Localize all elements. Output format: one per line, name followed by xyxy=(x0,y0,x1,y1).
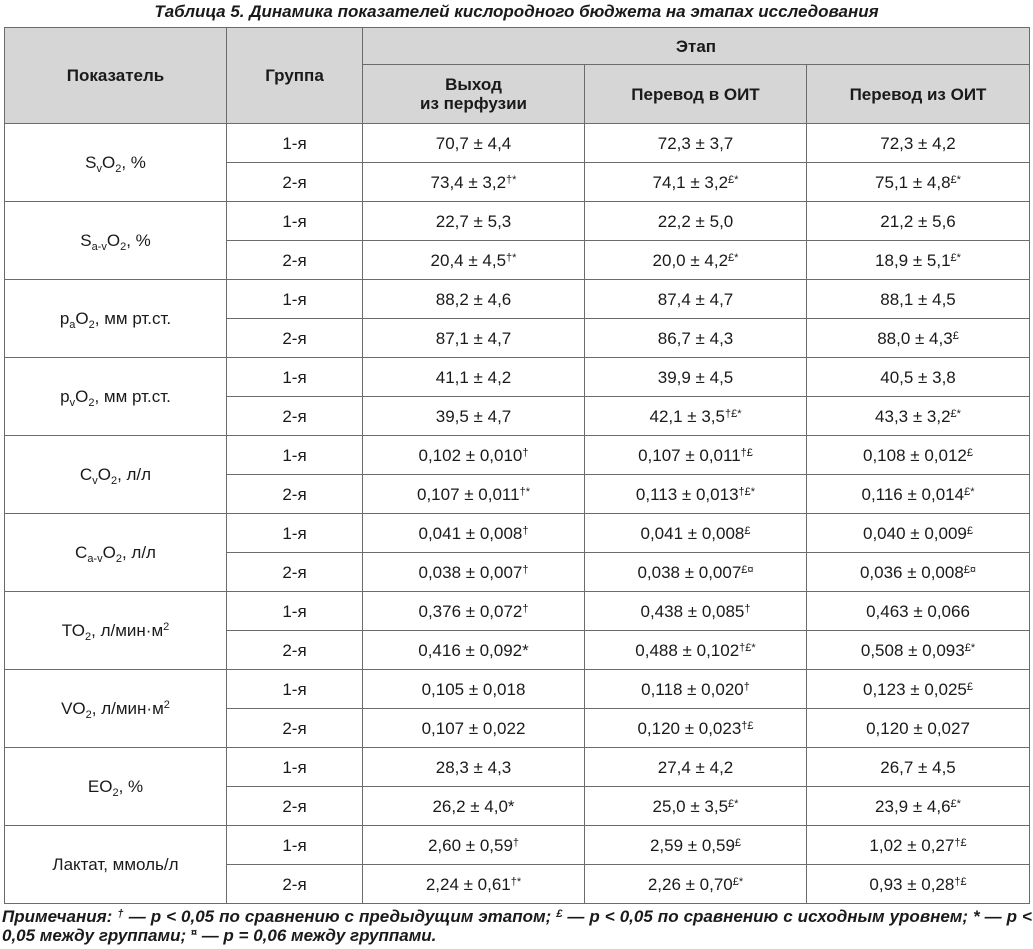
value-cell xyxy=(363,709,585,748)
group-cell: 2-я xyxy=(227,241,363,280)
significance-mark: †£ xyxy=(740,446,753,459)
value-cell xyxy=(807,748,1030,787)
value-text: 26,2 ± 4,0* xyxy=(432,796,515,816)
value-text: 0,120 ± 0,027 xyxy=(866,718,970,738)
value-text: 0,463 ± 0,066 xyxy=(866,601,970,621)
table-row xyxy=(5,514,1030,553)
value-cell xyxy=(585,319,807,358)
value-text: 0,107 ± 0,011 xyxy=(416,484,520,504)
value-cell xyxy=(585,670,807,709)
note-1-text: — p < 0,05 по сравнению с предыдущим этапом; xyxy=(123,907,557,926)
oxygen-budget-table xyxy=(4,27,1030,904)
value-cell xyxy=(807,319,1030,358)
value-text: 0,118 ± 0,020 xyxy=(641,679,744,699)
group-cell: 1-я xyxy=(227,436,363,475)
indicator-sub2: 2 xyxy=(120,241,127,253)
value-text: 39,9 ± 4,5 xyxy=(657,367,734,387)
indicator-cell xyxy=(5,358,227,436)
value-cell xyxy=(363,436,585,475)
value-cell xyxy=(585,397,807,436)
table-row xyxy=(5,124,1030,163)
value-text: 88,1 ± 4,5 xyxy=(880,289,956,309)
indicator-sub: v xyxy=(69,397,76,409)
indicator-main: C xyxy=(79,465,93,484)
group-cell: 1-я xyxy=(227,826,363,865)
value-text: 0,93 ± 0,28 xyxy=(869,874,955,894)
value-cell xyxy=(363,202,585,241)
indicator-sub: a-v xyxy=(87,553,103,565)
value-text: 23,9 ± 4,6 xyxy=(875,796,951,816)
note-3 xyxy=(191,926,437,945)
value-text: 20,0 ± 4,2 xyxy=(652,250,729,270)
notes-label: Примечания: xyxy=(2,907,113,926)
significance-mark: †* xyxy=(506,173,517,186)
indicator-cell xyxy=(5,202,227,280)
indicator-main: p xyxy=(60,387,70,406)
significance-mark: £* xyxy=(950,251,961,264)
value-text: 73,4 ± 3,2 xyxy=(430,172,507,192)
significance-mark: †* xyxy=(506,251,517,264)
value-cell xyxy=(585,709,807,748)
indicator-tail: , мм рт.ст. xyxy=(94,309,172,328)
value-text: 74,1 ± 3,2 xyxy=(652,172,729,192)
value-cell xyxy=(807,670,1030,709)
significance-mark: £¤ xyxy=(741,563,754,576)
value-text: 42,1 ± 3,5 xyxy=(649,406,725,426)
value-text: 87,4 ± 4,7 xyxy=(657,289,734,309)
indicator-tail: , мм рт.ст. xyxy=(94,387,171,406)
significance-mark: £* xyxy=(964,485,975,498)
value-text: 88,2 ± 4,6 xyxy=(435,289,512,309)
value-text: 41,1 ± 4,2 xyxy=(435,367,512,387)
value-text: 0,038 ± 0,007 xyxy=(637,562,742,582)
indicator-main: EO xyxy=(87,777,113,796)
value-cell xyxy=(807,592,1030,631)
value-text: 0,113 ± 0,013 xyxy=(635,484,739,504)
indicator-sub: v xyxy=(96,163,102,175)
value-cell xyxy=(585,358,807,397)
indicator-mid: O xyxy=(97,465,111,484)
indicator-tail: , л/мин·м xyxy=(91,621,164,640)
indicator-cell xyxy=(5,670,227,748)
value-cell xyxy=(363,826,585,865)
value-text: 28,3 ± 4,3 xyxy=(435,757,512,777)
header-indicator: Показатель xyxy=(5,28,227,124)
table-caption: Таблица 5. Динамика показателей кислородного бюджета на этапах исследования xyxy=(154,2,879,21)
indicator-tail: , л/л xyxy=(121,543,156,562)
indicator-mid: O xyxy=(102,543,116,562)
value-cell xyxy=(807,202,1030,241)
value-text: 0,107 ± 0,022 xyxy=(421,718,526,738)
significance-mark: £¤ xyxy=(963,563,977,576)
value-cell xyxy=(363,553,585,592)
value-text: 70,7 ± 4,4 xyxy=(435,133,512,153)
table-row xyxy=(5,358,1030,397)
value-cell xyxy=(585,280,807,319)
value-cell xyxy=(363,592,585,631)
value-cell xyxy=(585,124,807,163)
value-text: 0,036 ± 0,008 xyxy=(859,562,964,582)
value-cell xyxy=(363,241,585,280)
group-cell: 2-я xyxy=(227,631,363,670)
indicator-cell xyxy=(5,592,227,670)
table-row xyxy=(5,592,1030,631)
group-cell: 1-я xyxy=(227,202,363,241)
group-cell: 1-я xyxy=(227,358,363,397)
value-cell xyxy=(807,709,1030,748)
indicator-sub: a xyxy=(69,319,76,331)
value-text: 0,107 ± 0,011 xyxy=(638,445,741,465)
significance-mark: £* xyxy=(950,173,961,186)
significance-mark: £ xyxy=(744,524,751,537)
indicator-mid: O xyxy=(75,309,89,328)
value-text: 0,038 ± 0,007 xyxy=(418,562,523,582)
significance-mark: £* xyxy=(950,797,961,810)
indicator-main: C xyxy=(75,543,88,562)
value-text: 25,0 ± 3,5 xyxy=(652,796,729,816)
value-cell xyxy=(585,748,807,787)
value-text: 0,120 ± 0,023 xyxy=(637,718,742,738)
significance-mark: £ xyxy=(966,680,973,693)
group-cell: 1-я xyxy=(227,592,363,631)
value-text: 22,7 ± 5,3 xyxy=(435,211,512,231)
value-text: 27,4 ± 4,2 xyxy=(657,757,734,777)
value-text: 0,040 ± 0,009 xyxy=(863,523,967,543)
value-text: 88,0 ± 4,3 xyxy=(877,328,953,348)
indicator-tail: , % xyxy=(126,231,151,250)
indicator-cell xyxy=(5,748,227,826)
value-cell xyxy=(363,748,585,787)
value-cell xyxy=(807,280,1030,319)
value-cell xyxy=(363,475,585,514)
significance-mark: £* xyxy=(950,407,961,420)
significance-mark: £* xyxy=(732,875,744,888)
value-text: 0,416 ± 0,092* xyxy=(418,640,529,660)
indicator-mid: O xyxy=(106,231,121,250)
value-text: 0,123 ± 0,025 xyxy=(863,679,967,699)
table-row xyxy=(5,670,1030,709)
value-cell xyxy=(807,436,1030,475)
value-cell xyxy=(363,865,585,904)
value-text: 75,1 ± 4,8 xyxy=(875,172,951,192)
value-cell xyxy=(585,826,807,865)
indicator-sub2: 2 xyxy=(110,475,118,487)
value-cell xyxy=(807,475,1030,514)
value-cell xyxy=(585,631,807,670)
value-cell xyxy=(363,358,585,397)
significance-mark: † xyxy=(522,446,529,459)
indicator-main: S xyxy=(80,231,92,250)
indicator-mid: O xyxy=(101,153,116,172)
significance-mark: †* xyxy=(510,875,522,888)
value-cell xyxy=(585,787,807,826)
header-stage-perfusion-exit xyxy=(363,65,585,124)
indicator-main: VO xyxy=(61,699,86,718)
value-text: 72,3 ± 4,2 xyxy=(880,133,956,153)
value-cell xyxy=(363,397,585,436)
value-cell xyxy=(807,553,1030,592)
significance-mark: †£ xyxy=(954,836,967,849)
value-text: 21,2 ± 5,6 xyxy=(880,211,956,231)
indicator-sub: 2 xyxy=(85,631,92,643)
note-1-mark: † xyxy=(117,908,124,920)
note-3-text: — p = 0,06 между группами. xyxy=(196,926,437,945)
value-cell xyxy=(363,280,585,319)
significance-mark: £ xyxy=(966,446,973,459)
header-stage-icu-transfer: Перевод в ОИТ xyxy=(585,65,807,124)
header-group: Группа xyxy=(227,28,363,124)
significance-mark: †* xyxy=(519,485,530,498)
indicator-mid: O xyxy=(75,387,89,406)
value-cell xyxy=(363,670,585,709)
value-cell xyxy=(585,241,807,280)
group-cell: 1-я xyxy=(227,280,363,319)
significance-mark: † xyxy=(743,680,750,693)
significance-mark: £ xyxy=(966,524,973,537)
value-text: 1,02 ± 0,27 xyxy=(869,835,955,855)
value-text: 2,26 ± 0,70 xyxy=(647,874,733,894)
table-body xyxy=(5,124,1030,904)
indicator-main: p xyxy=(59,309,70,328)
value-text: 0,438 ± 0,085 xyxy=(640,601,745,621)
value-text: 0,376 ± 0,072 xyxy=(418,601,523,621)
value-text: 22,2 ± 5,0 xyxy=(657,211,734,231)
group-cell: 2-я xyxy=(227,475,363,514)
indicator-sup: 2 xyxy=(163,621,170,633)
significance-mark: † xyxy=(512,836,520,849)
note-2-mark: £ xyxy=(556,908,563,920)
significance-mark: †£* xyxy=(724,407,742,420)
value-cell xyxy=(585,514,807,553)
value-text: 0,108 ± 0,012 xyxy=(863,445,967,465)
table-notes xyxy=(2,907,1032,945)
value-cell xyxy=(585,163,807,202)
value-cell xyxy=(807,241,1030,280)
indicator-sup: 2 xyxy=(163,699,170,711)
indicator-sub2: 2 xyxy=(88,397,95,409)
header-stage-1-line-2: из перфузии xyxy=(420,94,527,113)
value-cell xyxy=(807,865,1030,904)
table-row xyxy=(5,202,1030,241)
indicator-sub2: 2 xyxy=(115,163,122,175)
indicator-cell xyxy=(5,436,227,514)
significance-mark: † xyxy=(522,602,529,615)
group-cell: 2-я xyxy=(227,163,363,202)
group-cell: 2-я xyxy=(227,865,363,904)
note-2-text: — p < 0,05 по сравнению с исходным уровнем; * — p < 0,05 между группами; xyxy=(2,907,1032,945)
value-cell xyxy=(585,553,807,592)
note-3-mark: ¤ xyxy=(190,927,197,939)
indicator-sub: a-v xyxy=(91,241,107,253)
indicator-cell xyxy=(5,280,227,358)
indicator-tail: , % xyxy=(121,153,146,172)
indicator-sub: 2 xyxy=(85,709,92,721)
value-cell xyxy=(807,631,1030,670)
group-cell: 1-я xyxy=(227,124,363,163)
value-cell xyxy=(807,163,1030,202)
group-cell: 2-я xyxy=(227,709,363,748)
indicator-main: S xyxy=(85,153,97,172)
value-cell xyxy=(585,865,807,904)
table-row xyxy=(5,436,1030,475)
value-text: 0,508 ± 0,093 xyxy=(860,640,965,660)
value-cell xyxy=(363,124,585,163)
value-cell xyxy=(807,397,1030,436)
value-text: 20,4 ± 4,5 xyxy=(430,250,507,270)
value-cell xyxy=(363,514,585,553)
value-cell xyxy=(585,475,807,514)
value-cell xyxy=(363,319,585,358)
value-text: 0,041 ± 0,008 xyxy=(640,523,745,543)
indicator-tail: , л/мин·м xyxy=(91,699,164,718)
significance-mark: †£* xyxy=(738,485,756,498)
table-row xyxy=(5,280,1030,319)
value-cell xyxy=(585,592,807,631)
indicator-tail: , % xyxy=(118,777,144,796)
significance-mark: † xyxy=(522,524,529,537)
value-text: 2,59 ± 0,59 xyxy=(649,835,735,855)
value-text: 86,7 ± 4,3 xyxy=(657,328,734,348)
value-text: 0,041 ± 0,008 xyxy=(418,523,523,543)
significance-mark: £* xyxy=(728,251,739,264)
indicator-sub: v xyxy=(92,475,98,487)
significance-mark: † xyxy=(522,563,529,576)
note-1 xyxy=(117,907,556,926)
significance-mark: †£ xyxy=(741,719,754,732)
header-stage-icu-discharge: Перевод из ОИТ xyxy=(807,65,1030,124)
value-text: 0,488 ± 0,102 xyxy=(635,640,740,660)
table-row xyxy=(5,748,1030,787)
value-cell xyxy=(807,124,1030,163)
value-cell xyxy=(807,826,1030,865)
indicator-sub: 2 xyxy=(112,787,119,799)
value-cell xyxy=(363,631,585,670)
value-text: 2,24 ± 0,61 xyxy=(425,874,511,894)
group-cell: 1-я xyxy=(227,514,363,553)
value-text: 0,116 ± 0,014 xyxy=(861,484,965,504)
group-cell: 1-я xyxy=(227,670,363,709)
value-cell xyxy=(585,202,807,241)
value-text: 43,3 ± 3,2 xyxy=(875,406,951,426)
value-text: 87,1 ± 4,7 xyxy=(435,328,512,348)
indicator-sub2: 2 xyxy=(115,553,122,565)
group-cell: 2-я xyxy=(227,319,363,358)
indicator-sub2: 2 xyxy=(88,319,95,331)
value-cell xyxy=(807,787,1030,826)
indicator-cell xyxy=(5,514,227,592)
indicator-tail: , л/л xyxy=(117,465,152,484)
value-text: 26,7 ± 4,5 xyxy=(880,757,956,777)
value-cell xyxy=(585,436,807,475)
value-cell xyxy=(807,358,1030,397)
significance-mark: †£ xyxy=(954,875,967,888)
significance-mark: £ xyxy=(952,329,959,342)
value-text: 2,60 ± 0,59 xyxy=(427,835,513,855)
value-text: 72,3 ± 3,7 xyxy=(657,133,734,153)
indicator-main: TO xyxy=(61,621,86,640)
significance-mark: £* xyxy=(728,797,739,810)
value-text: 18,9 ± 5,1 xyxy=(875,250,951,270)
value-cell xyxy=(363,787,585,826)
indicator-cell xyxy=(5,826,227,904)
indicator-cell xyxy=(5,124,227,202)
significance-mark: £* xyxy=(728,173,739,186)
indicator-main: Лактат, ммоль/л xyxy=(52,855,179,874)
group-cell: 1-я xyxy=(227,748,363,787)
table-row xyxy=(5,826,1030,865)
value-cell xyxy=(807,514,1030,553)
header-stage-1-line-1: Выход xyxy=(445,75,502,94)
value-cell xyxy=(363,163,585,202)
significance-mark: †£* xyxy=(739,641,756,654)
value-text: 0,102 ± 0,010 xyxy=(418,445,523,465)
group-cell: 2-я xyxy=(227,553,363,592)
group-cell: 2-я xyxy=(227,787,363,826)
significance-mark: † xyxy=(744,602,751,615)
value-text: 0,105 ± 0,018 xyxy=(421,679,526,699)
value-text: 40,5 ± 3,8 xyxy=(880,367,956,387)
group-cell: 2-я xyxy=(227,397,363,436)
value-text: 39,5 ± 4,7 xyxy=(435,406,512,426)
significance-mark: £* xyxy=(964,641,976,654)
significance-mark: £ xyxy=(734,836,742,849)
header-stage: Этап xyxy=(363,28,1030,65)
